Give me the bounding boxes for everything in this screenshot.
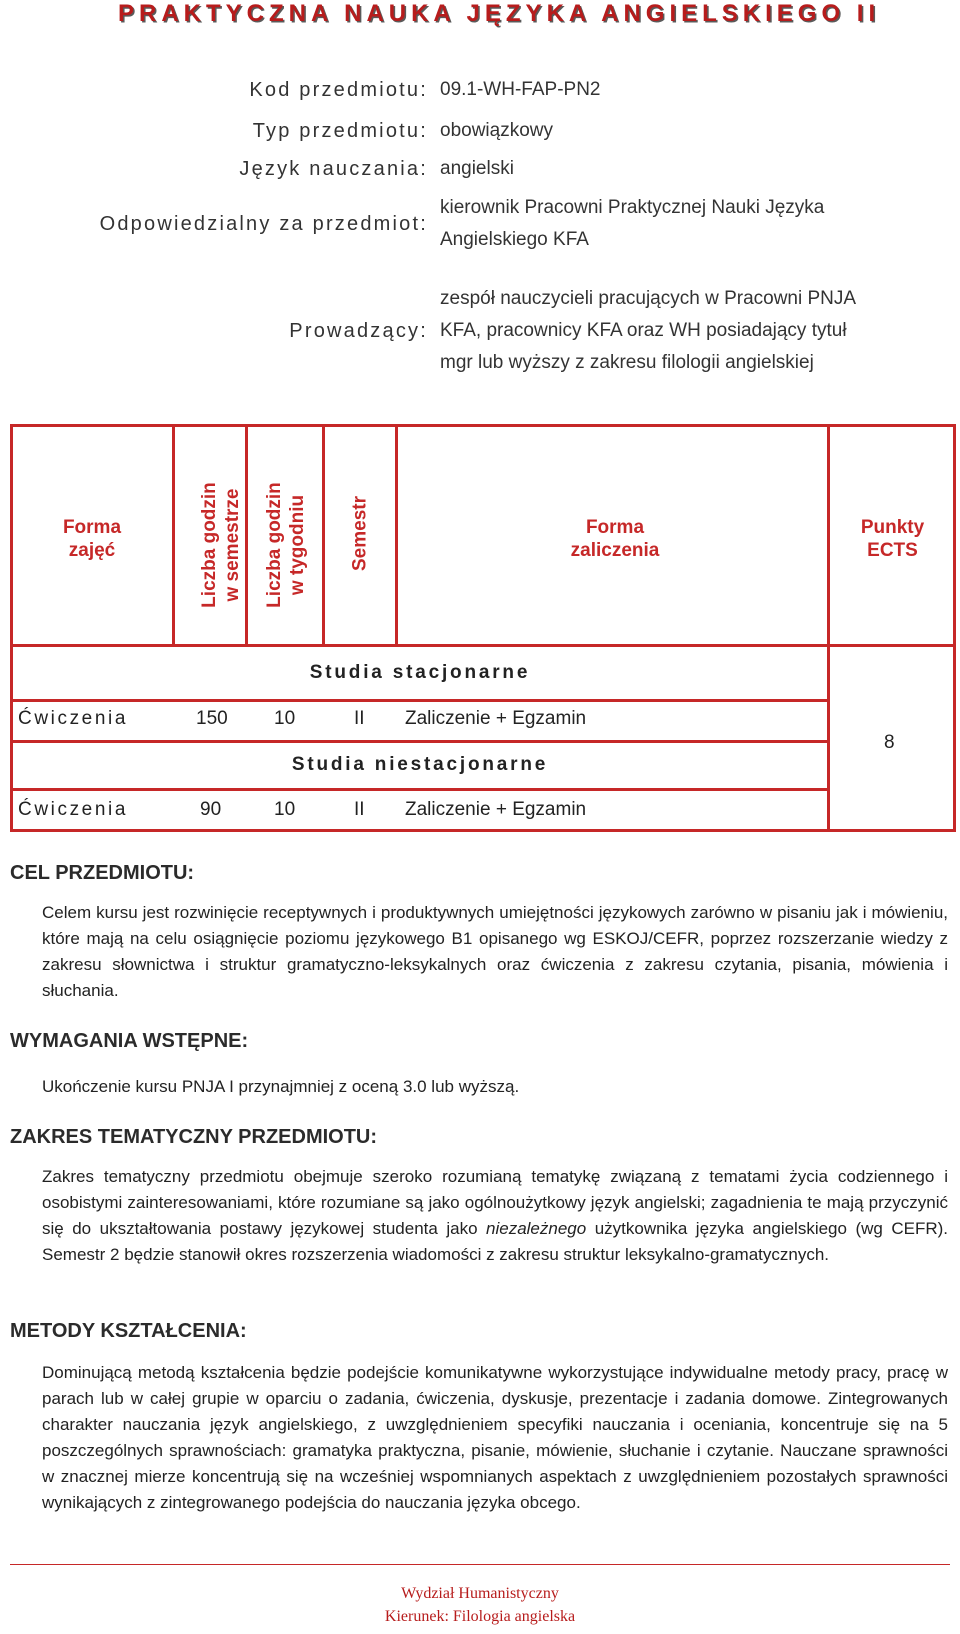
row2-zaliczenie: Zaliczenie + Egzamin: [405, 799, 587, 820]
studia-niestacjonarne-label: Studia niestacjonarne: [291, 754, 549, 775]
kod-value: 09.1-WH-FAP-PN2: [440, 79, 601, 100]
prowadzacy-label: Prowadzący:: [289, 319, 428, 342]
row1-semestr: II: [354, 708, 365, 729]
info-row-kod: [0, 72, 960, 108]
col-sep-4: [395, 424, 398, 646]
col-sep-2: [245, 424, 248, 646]
row-sep-niestacj: [10, 788, 830, 791]
footer-program: Kierunek: Filologia angielska: [384, 1608, 576, 1625]
footer-faculty: Wydział Humanistyczny: [401, 1585, 559, 1602]
col-sep-3: [322, 424, 325, 646]
zakres-text: [42, 1164, 948, 1268]
row2-semestr: II: [354, 799, 365, 820]
row-sep-stacj: [10, 699, 830, 702]
table-border-top: [10, 424, 956, 427]
header-semestr: Semestr: [349, 496, 371, 571]
metody-title: METODY KSZTAŁCENIA:: [10, 1320, 247, 1342]
header-godziny-tydzien-line1: Liczba godzin: [264, 482, 285, 608]
header-punkty-ects: Punkty ECTS: [860, 517, 925, 561]
jezyk-value: angielski: [440, 158, 514, 179]
info-row-prowadzacy: [0, 264, 960, 398]
header-godziny-semestr-line2: w semestrze: [222, 488, 243, 602]
footer-divider: [10, 1564, 950, 1565]
row-sep-row1: [10, 740, 830, 743]
info-row-jezyk: [0, 154, 960, 184]
row2-godz-sem: 90: [200, 799, 222, 820]
row1-godz-tyg: 10: [274, 708, 296, 729]
metody-text: Dominującą metodą kształcenia będzie podejście komunikatywne wykorzystujące indywidualne metody pracy, pracę w parach lub w całej grupie w oparciu o zadania, ćwiczenia, dyskusje, prezentacje i zadania domowe. Zintegrowanych charakter nauczania język angielskiego, z uwzględnieniem specyfiki nauczania i oceniania, koncentruje się na 5 poszczególnych sprawnościach: gramatyka praktyczna, pisanie, mówienie, słuchanie i czytanie. Nauczane sprawności w znacznej mierze koncentrują się na wcześniej wspomnianych aspektach z uwzględnieniem pozostałych sprawności wynikających z zintegrowanego podejścia do nauczania języka obcego.: [42, 1363, 948, 1512]
row2-godz-tyg: 10: [274, 799, 296, 820]
odpowiedzialny-value: kierownik Pracowni Praktycznej Nauki Języka Angielskiego KFA: [440, 197, 825, 250]
row1-forma: Ćwiczenia: [18, 708, 128, 729]
prowadzacy-value: zespół nauczycieli pracujących w Pracowni PNJA KFA, pracownicy KFA oraz WH posiadający tytuł mgr lub wyższy z zakresu filologii angielskiej: [440, 288, 856, 373]
page-title: PRAKTYCZNA NAUKA JĘZYKA ANGIELSKIEGO II: [118, 0, 881, 27]
ects-value: 8: [884, 732, 895, 753]
studia-stacjonarne-label: Studia stacjonarne: [309, 662, 531, 683]
header-forma-zajec: Forma zajęć: [62, 517, 122, 561]
info-row-odpowiedzialny: [0, 192, 960, 256]
zakres-text-emphasis: niezależnego: [486, 1219, 587, 1238]
table-border-right: [953, 424, 956, 832]
course-info: [0, 72, 960, 406]
header-godziny-tydzien-line2: w tygodniu: [287, 494, 308, 596]
info-row-typ: [0, 116, 960, 146]
header-forma-zaliczenia: Forma zaliczenia: [570, 517, 660, 561]
header-godziny-tydzien: [263, 475, 309, 615]
header-godziny-semestr: [198, 475, 244, 615]
cel-text: Celem kursu jest rozwinięcie receptywnych i produktywnych umiejętności językowych zarówno w pisaniu jak i mówieniu, które mają na celu osiągnięcie poziomu językowego B1 opisanego wg ESKOJ/CEFR, poprzez rozszerzanie wiedzy z zakresu słownictwa i struktur gramatyczno-leksykalnych oraz ćwiczenia z zakresu czytania, pisania, mówienia i słuchania.: [42, 903, 948, 1000]
row-sep-header: [10, 644, 956, 647]
col-sep-1: [172, 424, 175, 646]
typ-value: obowiązkowy: [440, 120, 553, 141]
course-table: [0, 424, 960, 832]
wymagania-text: Ukończenie kursu PNJA I przynajmniej z oceną 3.0 lub wyższą.: [42, 1077, 520, 1096]
header-godziny-semestr-line1: Liczba godzin: [199, 482, 220, 608]
row2-forma: Ćwiczenia: [18, 799, 128, 820]
row1-godz-sem: 150: [196, 708, 228, 729]
wymagania-title: WYMAGANIA WSTĘPNE:: [10, 1030, 249, 1052]
odpowiedzialny-label: Odpowiedzialny za przedmiot:: [99, 212, 428, 235]
typ-label: Typ przedmiotu:: [252, 119, 428, 142]
kod-label: Kod przedmiotu:: [249, 78, 428, 101]
cel-title: CEL PRZEDMIOTU:: [10, 862, 195, 884]
zakres-title: ZAKRES TEMATYCZNY PRZEDMIOTU:: [10, 1126, 378, 1148]
zakres-text-part2: użytkownika języka angielskiego (wg CEFR). Semestr 2 będzie stanowił okres rozszerzenia wiadomości z zakresu struktur leksykalno-gramatycznych.: [42, 1219, 948, 1264]
table-border-bottom: [10, 829, 956, 832]
zakres-text-part1: Zakres tematyczny przedmiotu obejmuje szeroko rozumianą tematykę związaną z tematami życia codziennego i osobistymi zainteresowaniami, które rozumiane są jako ogólnoużytkowy język angielski; zagadnienia te mają przyczynić się do ukształtowania postawy językowej studenta jako: [42, 1167, 948, 1238]
row1-zaliczenie: Zaliczenie + Egzamin: [405, 708, 587, 729]
jezyk-label: Język nauczania:: [239, 157, 428, 180]
